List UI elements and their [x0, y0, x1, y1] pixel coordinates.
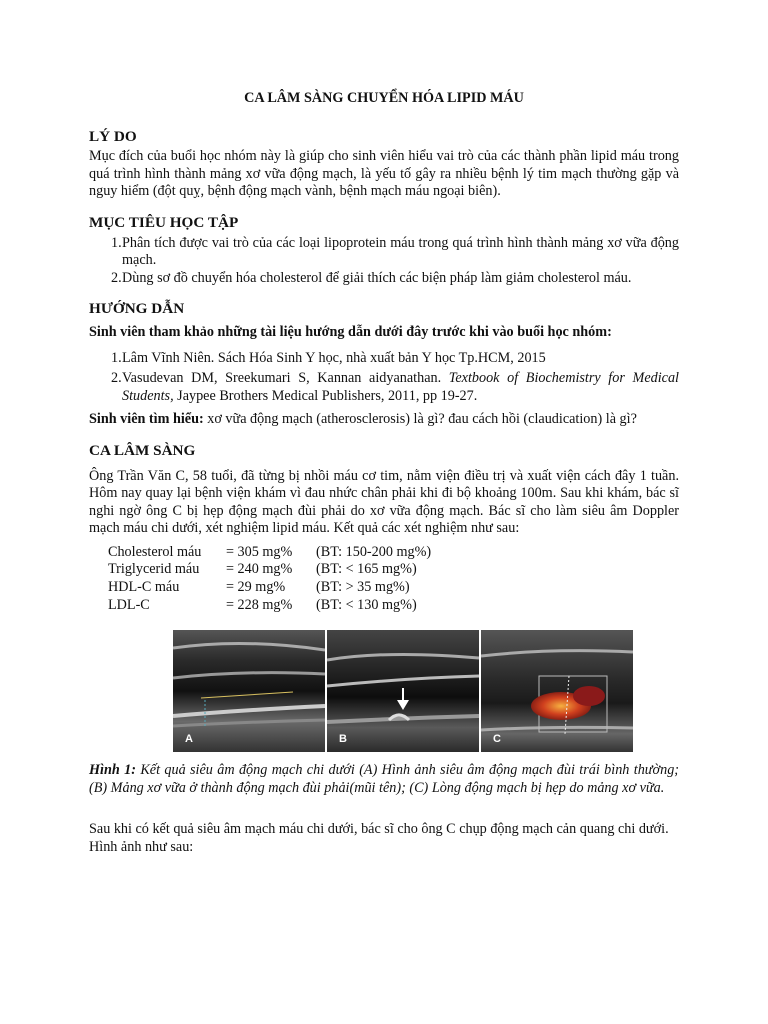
figure-label: A	[185, 732, 193, 745]
case-paragraph: Ông Trần Văn C, 58 tuổi, đã từng bị nhồi máu cơ tim, nằm viện điều trị và xuất viện cách đây 1 tuần. Hôm nay quay lại bệnh viện khám vì đau nhức chân phải khi đi bộ khoảng 100m. Sau khi khám, bác sĩ nghi ngờ ông C bị hẹp động mạch đùi phải do xơ vữa động mạch. Bác sĩ cho làm siêu âm Doppler mạch máu chi dưới, xét nghiệm lipid máu. Kết quả các xét nghiệm như sau:	[89, 467, 679, 537]
section-ly-do	[89, 128, 679, 201]
study-questions: Sinh viên tìm hiểu: xơ vữa động mạch (atherosclerosis) là gì? đau cách hồi (claudication) là gì?	[89, 411, 637, 428]
figure-label: C	[493, 732, 501, 745]
lab-row: HDL-C máu = 29 mg% (BT: > 35 mg%)	[108, 579, 410, 596]
lab-row: LDL-C = 228 mg% (BT: < 130 mg%)	[108, 596, 417, 613]
section-huong-dan	[89, 300, 679, 429]
objectives-list	[89, 235, 679, 288]
section-muc-tieu	[89, 214, 679, 287]
guide-intro: Sinh viên tham khảo những tài liệu hướng dẫn dưới đây trước khi vào buổi học nhóm:	[89, 323, 612, 340]
lab-results	[108, 544, 679, 614]
closing-paragraph: Sau khi có kết quả siêu âm mạch máu chi dưới, bác sĩ cho ông C chụp động mạch cản quang chi dưới. Hình ảnh như sau:	[89, 821, 669, 856]
ultrasound-image-a	[173, 630, 325, 752]
book-title: Textbook of Biochemistry for Medical Students,	[122, 370, 679, 404]
figure-caption: Hình 1: Kết quả siêu âm động mạch chi dưới (A) Hình ảnh siêu âm động mạch đùi trái bình thường; (B) Mảng xơ vữa ở thành động mạch đùi phải(mũi tên); (C) Lòng động mạch bị hẹp do mảng xơ vữa.	[89, 762, 680, 796]
figure-label: B	[339, 732, 347, 745]
ultrasound-image-c	[481, 630, 633, 752]
section-heading: MỤC TIÊU HỌC TẬP	[89, 213, 239, 231]
section-paragraph: Mục đích của buổi học nhóm này là giúp cho sinh viên hiểu vai trò của các thành phần lipid máu trong quá trình hình thành mảng xơ vữa động mạch, là yếu tố gây ra nhiều bệnh lý tim mạch thường gặp và nguy hiểm (đột quỵ, bệnh động mạch vành, bệnh mạch máu ngoại biên).	[89, 148, 679, 200]
section-heading: CA LÂM SÀNG	[89, 441, 196, 459]
document-title: CA LÂM SÀNG CHUYỂN HÓA LIPID MÁU	[244, 90, 524, 106]
section-heading: LÝ DO	[89, 127, 137, 145]
ultrasound-figures	[89, 630, 679, 754]
lab-row: Cholesterol máu = 305 mg% (BT: 150-200 mg%)	[108, 543, 432, 560]
list-item: 2. Vasudevan DM, Sreekumari S, Kannan aidyanathan. Textbook of Biochemistry for Medical Students, Jaypee Brothers Medical Publishers, 2011, pp 19-27.	[111, 370, 679, 404]
references-list	[89, 350, 679, 406]
section-heading: HƯỚNG DẪN	[89, 300, 185, 318]
list-item: 1. Phân tích được vai trò của các loại lipoprotein máu trong quá trình hình thành mảng xơ vữa động mạch.	[111, 234, 679, 269]
list-item: 1. Lâm Vĩnh Niên. Sách Hóa Sinh Y học, nhà xuất bản Y học Tp.HCM, 2015	[111, 349, 546, 366]
document-content	[89, 90, 679, 870]
section-ca-lam-sang	[89, 442, 679, 857]
ultrasound-image-b	[327, 630, 479, 752]
lab-row: Triglycerid máu = 240 mg% (BT: < 165 mg%)	[108, 561, 417, 578]
list-item: 2. Dùng sơ đồ chuyển hóa cholesterol để giải thích các biện pháp làm giảm cholesterol máu.	[111, 269, 632, 286]
